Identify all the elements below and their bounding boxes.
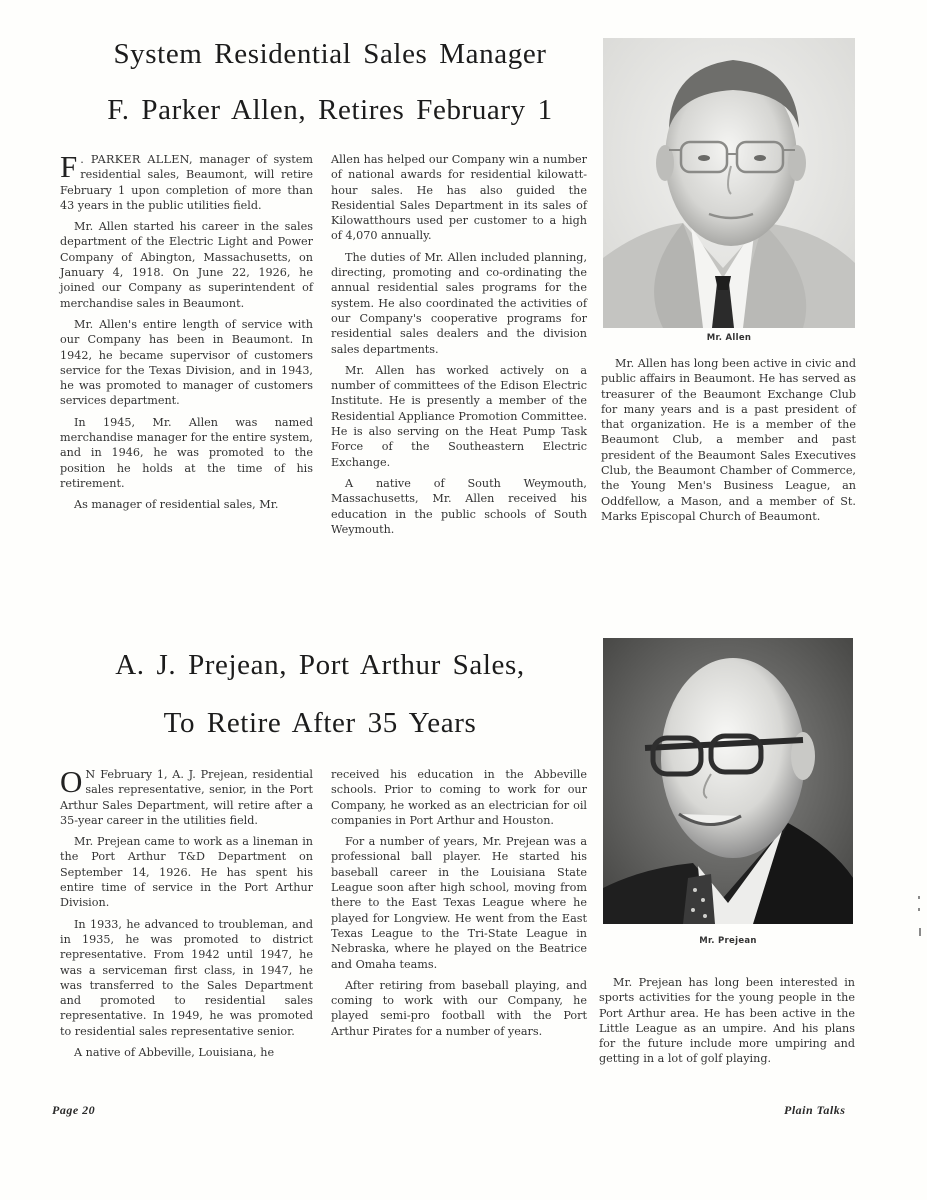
article1-column-2 [331, 152, 587, 543]
publication-name: Plain Talks [784, 1103, 846, 1117]
article1-paragraph: As manager of residential sales, Mr. [74, 498, 279, 512]
article1-headline-line2: F. Parker Allen, Retires February 1 [107, 94, 553, 126]
prejean-portrait-image [603, 638, 853, 924]
article1-column-3 [601, 356, 856, 530]
allen-portrait-image [603, 38, 855, 328]
article2-paragraph: Mr. Prejean has long been interested in sports activities for the young people in the Port Arthur area. He has been active in the Little League as an umpire. And his plans for the future include more umpiring and getting in a lot of golf playing. [599, 976, 855, 1066]
page-number: Page 20 [52, 1103, 96, 1117]
article2-paragraph: received his education in the Abbeville schools. Prior to coming to work for our Company, he worked as an electrician for oil companies in Port Arthur and Houston. [331, 768, 587, 827]
article1-lead-text: manager of system residential sales, Beaumont, will retire February 1 upon completion of more than 43 years in the public utilities field. [60, 153, 313, 212]
article2-lead-paragraph [60, 764, 313, 828]
allen-photo-caption: Mr. Allen [706, 333, 752, 343]
margin-speck [919, 928, 921, 936]
article1-paragraph: Mr. Allen started his career in the sales department of the Electric Light and Power Company of Abington, Massachusetts, on January 4, 1918. On June 22, 1926, he joined our Company as superintendent of merchandise sales in Beaumont. [60, 220, 313, 310]
article2-column-3 [599, 975, 855, 1073]
article1-paragraph: Mr. Allen has worked actively on a number of committees of the Edison Electric Institute. He is presently a member of the Residential Appliance Promotion Committee. He is also serving on the Heat Pump Task Force of the Southeastern Electric Exchange. [331, 363, 587, 469]
article2-paragraph: A native of Abbeville, Louisiana, he [74, 1046, 275, 1060]
article2-paragraph: After retiring from baseball playing, and coming to work with our Company, he played semi-pro football with the Port Arthur Pirates for a number of years. [331, 978, 587, 1038]
allen-portrait-photo [603, 38, 855, 328]
article1-paragraph: The duties of Mr. Allen included planning, directing, promoting and co-ordinating the annual residential sales programs for the system. He also coordinated the activities of our Company's cooperative programs for residential sales dealers and the division sales departments. [331, 250, 587, 356]
article2-dropcap: O [60, 764, 83, 799]
article2-paragraph: Mr. Prejean came to work as a lineman in the Port Arthur T&D Department on September 14, 1926. He has spent his entire time of service in the Port Arthur Division. [60, 835, 313, 910]
article2-headline-line1: A. J. Prejean, Port Arthur Sales, [115, 649, 525, 681]
margin-speck [918, 896, 920, 899]
article1-lead-caps: . PARKER ALLEN, [80, 153, 193, 166]
prejean-photo-caption: Mr. Prejean [699, 936, 757, 946]
article2-lead-text: February 1, A. J. Prejean, residential sales representative, senior, in the Port Arthur Sales Department, will retire after a 35-year career in the utilities field. [60, 768, 313, 827]
article2-column-1 [60, 764, 313, 1066]
prejean-portrait-photo [603, 638, 853, 924]
article1-paragraph: A native of South Weymouth, Massachusetts, Mr. Allen received his education in the public schools of South Weymouth. [331, 476, 587, 536]
article1-paragraph: In 1945, Mr. Allen was named merchandise manager for the entire system, and in 1946, he was promoted to the position he holds at the time of his retirement. [60, 415, 313, 490]
article1-paragraph: Mr. Allen has long been active in civic and public affairs in Beaumont. He has served as treasurer of the Beaumont Exchange Club for many years and is a past president of that organization. He is a member of the Beaumont Club, a member and past president of the Beaumont Sales Executives Club, the Beaumont Chamber of Commerce, the Young Men's Business League, an Oddfellow, a Mason, and a member of St. Marks Episcopal Church of Beaumont. [601, 357, 856, 523]
article1-headline-line1: System Residential Sales Manager [113, 38, 547, 70]
article2-headline-line2: To Retire After 35 Years [163, 707, 477, 739]
article2-paragraph: In 1933, he advanced to troubleman, and in 1935, he was promoted to district representative. From 1942 until 1947, he was a serviceman first class, in 1947, he was transferred to the Sales Department and promoted to residential sales representative. In 1949, he was promoted to residential sales representative senior. [60, 917, 313, 1038]
article1-column-1 [60, 149, 313, 519]
article2-lead-caps: N [85, 768, 96, 781]
article1-paragraph: Mr. Allen's entire length of service with our Company has been in Beaumont. In 1942, he became supervisor of customers service for the Texas Division, and in 1943, he was promoted to manager of customers services department. [60, 317, 313, 408]
article2-column-2 [331, 767, 587, 1045]
article1-paragraph: Allen has helped our Company win a number of national awards for residential kilowatt-hour sales. He has also guided the Residential Sales Department in its sales of Kilowatthours used per customer to a high of 4,070 annually. [331, 153, 587, 243]
margin-speck [918, 908, 920, 911]
article1-lead-paragraph [60, 149, 313, 213]
article1-dropcap: F [60, 149, 78, 184]
article2-paragraph: For a number of years, Mr. Prejean was a professional ball player. He started his baseball career in the Louisiana State League soon after high school, moving from there to the East Texas League where he played for Longview. He went from the East Texas League to the Tri-State League in Nebraska, where he played on the Beatrice and Omaha teams. [331, 835, 587, 971]
